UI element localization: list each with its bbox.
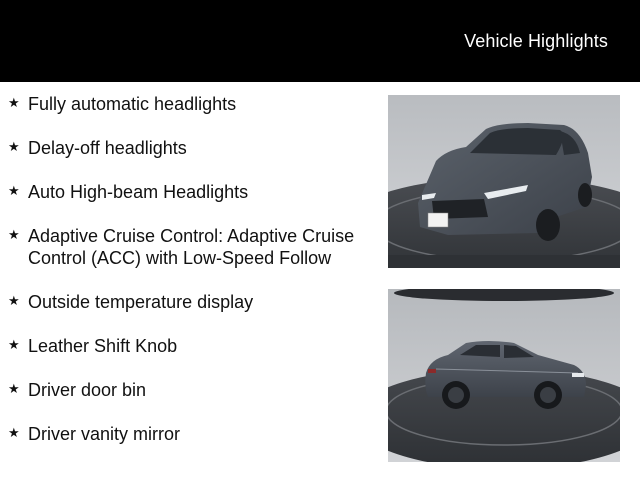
feature-label: Auto High-beam Headlights: [28, 182, 249, 202]
feature-label: Driver vanity mirror: [28, 424, 181, 444]
list-item: [8, 225, 368, 269]
feature-label: Leather Shift Knob: [28, 336, 178, 356]
feature-label: Outside temperature display: [28, 292, 254, 312]
page-title: Vehicle Highlights: [464, 31, 608, 51]
list-item: [8, 137, 368, 159]
feature-label: Fully automatic headlights: [28, 94, 237, 114]
list-item: [8, 181, 368, 203]
feature-label: Adaptive Cruise Control: Adaptive Cruise Control (ACC) with Low-Speed Follow: [28, 226, 355, 268]
car-front-angle-photo[interactable]: [388, 95, 620, 268]
star-icon: ★: [8, 139, 20, 154]
list-item: [8, 335, 368, 357]
feature-label: Delay-off headlights: [28, 138, 187, 158]
list-item: [8, 93, 368, 115]
feature-list: [8, 93, 368, 467]
star-icon: ★: [8, 425, 20, 440]
star-icon: ★: [8, 293, 20, 308]
star-icon: ★: [8, 95, 20, 110]
feature-label: Driver door bin: [28, 380, 147, 400]
star-icon: ★: [8, 337, 20, 352]
list-item: [8, 379, 368, 401]
star-icon: ★: [8, 183, 20, 198]
car-side-profile-photo[interactable]: [388, 289, 620, 462]
car-side-profile-image: [388, 289, 620, 462]
car-front-angle-image: [388, 95, 620, 268]
star-icon: ★: [8, 227, 20, 242]
list-item: [8, 423, 368, 445]
star-icon: ★: [8, 381, 20, 396]
list-item: [8, 291, 368, 313]
page-header: [0, 0, 640, 82]
